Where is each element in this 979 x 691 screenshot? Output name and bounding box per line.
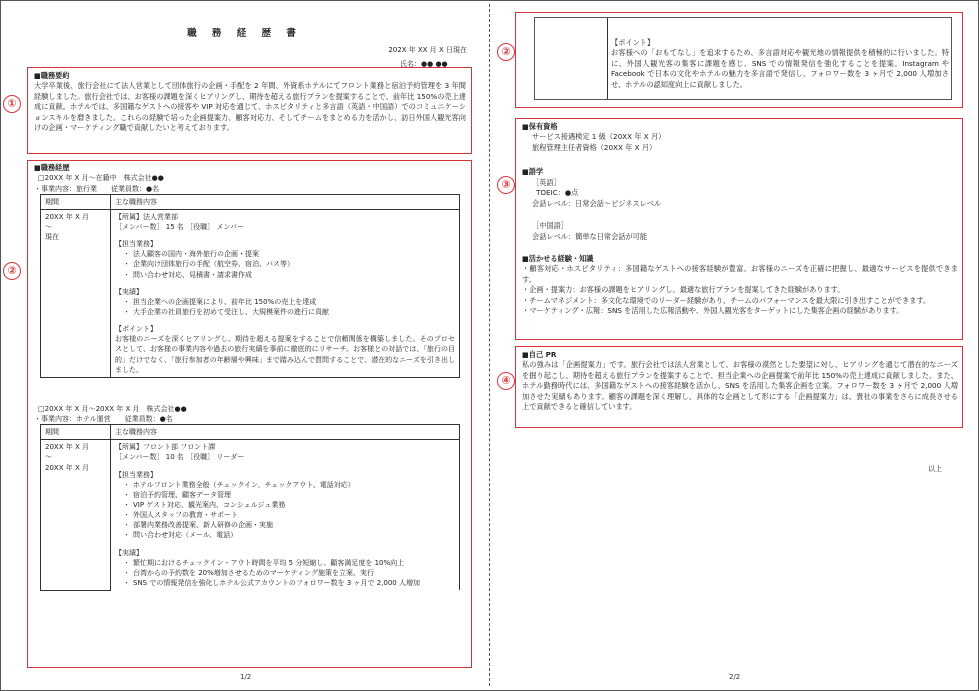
job1-period-end: 現在	[45, 233, 59, 242]
marker-3: ③	[497, 176, 515, 194]
job2-point-head: 【ポイント】	[611, 38, 655, 47]
list-item: ・ 台湾からの予約数を 20%増加させるためのマーケティング施策を立案、実行	[125, 568, 455, 578]
list-item: ・ 担当企業への企画提案により、前年比 150%の売上を達成	[125, 297, 455, 307]
page-number-right: 2/2	[729, 673, 741, 681]
job2-period	[41, 440, 111, 590]
list-item: ・ 大手企業の社員旅行を初めて受注し、大規模案件の進行に貢献	[125, 307, 455, 317]
date-line: 202X 年 XX 月 X 日現在	[388, 46, 467, 54]
job1-member: ［メンバー数］ 15 名 ［役職］ メンバー	[115, 223, 244, 231]
job1-business: ・事業内容：旅行業 従業員数：●名	[34, 184, 160, 193]
job1-period-sep: ～	[45, 223, 52, 231]
marker-4: ④	[497, 372, 515, 390]
list-item: ・ VIP ゲスト対応、観光案内、コンシェルジュ業務	[125, 500, 455, 510]
end-mark: 以上	[928, 465, 942, 473]
job2-point-block	[611, 38, 949, 90]
job2-duties	[115, 480, 455, 541]
name-line: 氏名：●● ●●	[400, 60, 448, 68]
list-item: ・ 部署内業務改善提案、新人研修の企画・実施	[125, 520, 455, 530]
summary-section	[34, 71, 466, 134]
list-item: ・ ホテルフロント業務全般（チェックイン、チェックアウト、電話対応）	[125, 480, 455, 490]
job1-period	[41, 209, 111, 377]
list-item: ・ SNS での情報発信を強化しホテル公式アカウントのフォロワー数を 3 ヶ月で 2,000 人増加	[125, 578, 455, 588]
marker-1: ①	[3, 95, 21, 113]
job2-table	[40, 424, 460, 590]
chinese-item: 会話レベル：簡単な日常会話が可能	[532, 231, 648, 241]
job1-duties-head: 【担当業務】	[115, 240, 157, 249]
english-item: 会話レベル：日常会話～ビジネスレベル	[532, 198, 662, 208]
list-item: ・ 法人顧客の国内・海外旅行の企画・提案	[125, 249, 455, 259]
job2-col-content: 主な職務内容	[111, 425, 460, 440]
list-item: ・ 繁忙期におけるチェックイン・アウト時間を平均 5 分短縮し、顧客満足度を 10%向上	[125, 558, 455, 568]
job1-dept: 【所属】法人営業部	[115, 212, 178, 221]
job1-results	[115, 297, 455, 317]
pr-heading: ■自己 PR	[522, 350, 557, 359]
exp-heading: ■活かせる経験・知識	[522, 253, 594, 263]
lang-heading: ■語学	[522, 167, 544, 177]
english-item: TOEIC：●点	[536, 188, 579, 198]
history-heading: ■職務経歴	[34, 163, 70, 172]
list-item: ・ 企業向け団体旅行の手配（航空券、宿泊、バス等）	[125, 259, 455, 269]
job1-results-head: 【実績】	[115, 287, 143, 296]
list-item: ・ 問い合わせ対応、見積書・請求書作成	[125, 270, 455, 280]
job1-col-content: 主な職務内容	[111, 194, 460, 209]
job1-period-start: 20XX 年 X 月	[45, 212, 89, 221]
pr-text: 私の強みは「企画提案力」です。旅行会社では法人営業として、お客様の漠然とした要望に対し、ヒアリングを通じて潜在的なニーズを掘り起こし、期待を超える旅行プランを提案することで、担当企業への企画提案で前年比 150%の売上達成に貢献しました。また、ホテル勤務時代には、多国籍なゲストへの接客経験を活かし、SNS を活用した集客企画を立案。フォロワー数を 3 ヶ月で 2,000 人増加させた実績もあります。顧客の課題を深く理解し、具体的な企画として形にする「企画提案力」は、貴社の事業をさらに成長させる上で貢献できると確信しています。	[522, 360, 958, 412]
job2-company: □20XX 年 X 月～20XX 年 X 月 株式会社●●	[38, 404, 187, 413]
pr-section	[522, 350, 958, 413]
job1-content	[111, 209, 460, 377]
job1-col-period: 期間	[41, 194, 111, 209]
page-number-left: 1/2	[240, 673, 252, 681]
job1-point: お客様のニーズを深くヒアリングし、期待を超える提案をすることで信頼関係を構築しました。そのプロセスとして、お客様の事業内容や過去の旅行実績を事前に徹底的にリサーチ。お客様との対話では、「旅行の目的」だけでなく、「旅行参加者の年齢層や興味」まで踏み込んで質問することで、潜在的なニーズを引き出しました。	[115, 335, 455, 374]
list-item: ・ 外国人スタッフの教育・サポート	[125, 510, 455, 520]
marker-2-right: ②	[497, 43, 515, 61]
list-item: ・ 宿泊予約管理、顧客データ管理	[125, 490, 455, 500]
skills-section	[522, 122, 958, 317]
cert-heading: ■保有資格	[522, 122, 558, 131]
summary-text: 大学卒業後、旅行会社にて法人営業として団体旅行の企画・手配を 2 年間、外資系ホテルにてフロント業務と宿泊予約管理を 3 年間経験しました。旅行会社では、お客様の課題を深くヒアリングし、期待を超える旅行プランを提案することで、前年比 150%の売上達成に貢献。ホテルでは、多国籍なゲストへの接客や VIP 対応を通じて、ホスピタリティと多言語（英語・中国語）でのコミュニケーションスキルを磨きました。これらの経験で培った企画提案力、顧客対応力、そしてチームをまとめる力を活かし、訪日外国人観光客向けの企画・マーケティング職で貢献したいと考えております。	[34, 81, 466, 133]
job2-content	[111, 440, 460, 590]
job1-point-head: 【ポイント】	[115, 325, 157, 334]
marker-2-left: ②	[3, 262, 21, 280]
cert-item: 旅程管理主任者資格（20XX 年 X 月）	[532, 142, 657, 152]
job1-table	[40, 194, 460, 378]
job2-member: ［メンバー数］ 10 名 ［役職］ リーダー	[115, 453, 245, 462]
job2-point: お客様への「おもてなし」を追求するため、多言語対応や観光地の情報提供を積極的に行いました。特に、外国人観光客の集客に課題を感じ、SNS での情報発信を強化することを提案。Instagram や Facebook で日本の文化やホテルの魅力を多言語で発信し、フォロワー数を 3 ヶ月で 2,000 人増加させ、ホテルの認知度向上に貢献しました。	[611, 48, 949, 89]
summary-heading: ■職務要約	[34, 71, 70, 80]
job2-business: ・事業内容：ホテル運営 従業員数：●名	[34, 414, 173, 423]
continued-table	[534, 17, 952, 100]
job2-results-head: 【実績】	[115, 548, 143, 557]
job2-duties-head: 【担当業務】	[115, 470, 157, 479]
list-item: ・ 問い合わせ対応（メール、電話）	[125, 530, 455, 540]
exp-item: ・顧客対応・ホスピタリティ：多国籍なゲストへの接客経験が豊富。お客様のニーズを正確に把握し、最適なサービスを提供できます。	[522, 264, 958, 284]
history-section	[34, 163, 462, 591]
chinese-head: ［中国語］	[532, 221, 568, 231]
job1-company: □20XX 年 X 月～在籍中 株式会社●●	[38, 174, 164, 183]
job2-col-period: 期間	[41, 425, 111, 440]
job2-period-end: 20XX 年 X 月	[45, 463, 89, 472]
page-divider	[489, 4, 490, 686]
job2-results	[115, 558, 455, 588]
exp-item: ・企画・提案力：お客様の課題をヒアリングし、最適な旅行プランを提案してきた経験があります。	[522, 285, 845, 295]
job2-period-start: 20XX 年 X 月	[45, 443, 89, 452]
document-title: 職 務 経 歴 書	[187, 28, 302, 39]
job1-duties	[115, 249, 455, 279]
job2-period-sep: ～	[45, 453, 52, 462]
cert-item: サービス接遇検定 1 級（20XX 年 X 月）	[532, 132, 666, 142]
exp-item: ・マーケティング・広報：SNS を活用した広報活動や、外国人観光客をターゲットにした集客企画の経験があります。	[522, 306, 904, 316]
job2-dept: 【所属】フロント部 フロント課	[115, 443, 216, 452]
english-head: ［英語］	[532, 177, 561, 187]
exp-item: ・チームマネジメント：多文化な環境でのリーダー経験があり、チームのパフォーマンスを最大限に引き出すことができます。	[522, 295, 931, 305]
